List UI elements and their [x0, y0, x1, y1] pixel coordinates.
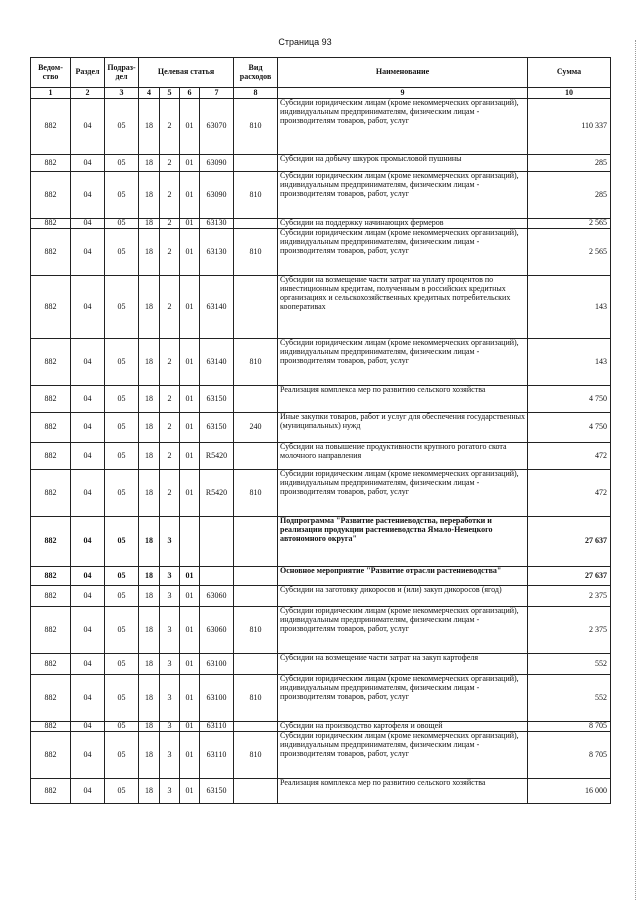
- expense-type-cell: 810: [234, 675, 278, 722]
- target-code-4-cell: [200, 517, 234, 567]
- razdel-cell: 04: [71, 172, 105, 219]
- target-code-3-cell: 01: [180, 229, 200, 276]
- amount-cell: 472: [528, 443, 611, 470]
- table-row: [31, 567, 611, 586]
- description-cell: Субсидии на поддержку начинающих фермеров: [278, 219, 528, 229]
- description-cell: Субсидии на возмещение части затрат на уплату процентов по инвестиционным кредитам, полученным в российских кредитных организациях и сельскохозяйственных кредитных потребительских кооперативах: [278, 276, 528, 339]
- razdel-cell: 04: [71, 276, 105, 339]
- target-code-3-cell: 01: [180, 654, 200, 675]
- target-code-2-cell: 2: [160, 99, 180, 155]
- target-code-3-cell: 01: [180, 339, 200, 386]
- description-cell: Иные закупки товаров, работ и услуг для обеспечения государственных (муниципальных) нужд: [278, 413, 528, 443]
- podrazdel-cell: 05: [105, 722, 139, 732]
- description-cell: Субсидии юридическим лицам (кроме некоммерческих организаций), индивидуальным предпринимателям, физическим лицам - производителям товаров, работ, услуг: [278, 99, 528, 155]
- expense-type-cell: [234, 517, 278, 567]
- description-cell: Субсидии юридическим лицам (кроме некоммерческих организаций), индивидуальным предпринимателям, физическим лицам - производителям товаров, работ, услуг: [278, 339, 528, 386]
- expense-type-cell: 810: [234, 172, 278, 219]
- amount-cell: 16 000: [528, 779, 611, 804]
- amount-cell: 143: [528, 339, 611, 386]
- amount-cell: 285: [528, 172, 611, 219]
- target-code-3-cell: 01: [180, 219, 200, 229]
- vedomstvo-cell: 882: [31, 607, 71, 654]
- podrazdel-cell: 05: [105, 443, 139, 470]
- target-code-3-cell: 01: [180, 99, 200, 155]
- expense-type-cell: [234, 443, 278, 470]
- description-cell: Субсидии юридическим лицам (кроме некоммерческих организаций), индивидуальным предпринимателям, физическим лицам - производителям товаров, работ, услуг: [278, 732, 528, 779]
- target-code-1-cell: 18: [139, 172, 160, 219]
- table-row: [31, 722, 611, 732]
- col-header-vid: Вид расходов: [234, 58, 278, 88]
- podrazdel-cell: 05: [105, 386, 139, 413]
- target-code-4-cell: 63150: [200, 386, 234, 413]
- razdel-cell: 04: [71, 155, 105, 172]
- target-code-1-cell: 18: [139, 607, 160, 654]
- table-row: [31, 172, 611, 219]
- table-row: [31, 99, 611, 155]
- amount-cell: 110 337: [528, 99, 611, 155]
- target-code-4-cell: 63150: [200, 779, 234, 804]
- description-cell: Субсидии на добычу шкурок промысловой пушнины: [278, 155, 528, 172]
- target-code-2-cell: 2: [160, 413, 180, 443]
- expense-type-cell: [234, 567, 278, 586]
- amount-cell: 552: [528, 675, 611, 722]
- target-code-4-cell: 63090: [200, 172, 234, 219]
- table-row: [31, 586, 611, 607]
- podrazdel-cell: 05: [105, 99, 139, 155]
- table-row: [31, 386, 611, 413]
- expense-type-cell: 810: [234, 470, 278, 517]
- page-edge-border: [633, 40, 636, 900]
- table-row: [31, 654, 611, 675]
- target-code-1-cell: 18: [139, 276, 160, 339]
- col-header-razdel: Раздел: [71, 58, 105, 88]
- target-code-1-cell: 18: [139, 654, 160, 675]
- target-code-1-cell: 18: [139, 443, 160, 470]
- description-cell: Субсидии на возмещение части затрат на закуп картофеля: [278, 654, 528, 675]
- target-code-2-cell: 3: [160, 567, 180, 586]
- description-cell: Реализация комплекса мер по развитию сельского хозяйства: [278, 386, 528, 413]
- target-code-4-cell: R5420: [200, 443, 234, 470]
- col-header-podrazdel: Подраз-дел: [105, 58, 139, 88]
- razdel-cell: 04: [71, 386, 105, 413]
- target-code-4-cell: 63130: [200, 219, 234, 229]
- vedomstvo-cell: 882: [31, 413, 71, 443]
- target-code-3-cell: 01: [180, 675, 200, 722]
- amount-cell: 8 705: [528, 722, 611, 732]
- amount-cell: 2 375: [528, 586, 611, 607]
- col-header-vedomstvo: Ведом-ство: [31, 58, 71, 88]
- table-row: [31, 413, 611, 443]
- target-code-1-cell: 18: [139, 675, 160, 722]
- column-number: 2: [71, 88, 105, 99]
- target-code-3-cell: 01: [180, 567, 200, 586]
- column-number: 7: [200, 88, 234, 99]
- razdel-cell: 04: [71, 413, 105, 443]
- vedomstvo-cell: 882: [31, 779, 71, 804]
- description-cell: Субсидии на производство картофеля и овощей: [278, 722, 528, 732]
- razdel-cell: 04: [71, 567, 105, 586]
- vedomstvo-cell: 882: [31, 675, 71, 722]
- target-code-3-cell: 01: [180, 172, 200, 219]
- amount-cell: 2 375: [528, 607, 611, 654]
- expense-type-cell: 810: [234, 339, 278, 386]
- target-code-1-cell: 18: [139, 722, 160, 732]
- target-code-3-cell: 01: [180, 586, 200, 607]
- column-number: 9: [278, 88, 528, 99]
- amount-cell: 285: [528, 155, 611, 172]
- expense-type-cell: 810: [234, 229, 278, 276]
- vedomstvo-cell: 882: [31, 99, 71, 155]
- podrazdel-cell: 05: [105, 567, 139, 586]
- target-code-1-cell: 18: [139, 386, 160, 413]
- podrazdel-cell: 05: [105, 675, 139, 722]
- col-header-celevaya: Целевая статья: [139, 58, 234, 88]
- expense-type-cell: 240: [234, 413, 278, 443]
- table-row: [31, 732, 611, 779]
- column-number: 3: [105, 88, 139, 99]
- podrazdel-cell: 05: [105, 229, 139, 276]
- amount-cell: 472: [528, 470, 611, 517]
- vedomstvo-cell: 882: [31, 339, 71, 386]
- podrazdel-cell: 05: [105, 155, 139, 172]
- target-code-1-cell: 18: [139, 517, 160, 567]
- vedomstvo-cell: 882: [31, 219, 71, 229]
- column-number: 5: [160, 88, 180, 99]
- target-code-1-cell: 18: [139, 586, 160, 607]
- target-code-3-cell: 01: [180, 443, 200, 470]
- razdel-cell: 04: [71, 229, 105, 276]
- target-code-4-cell: 63140: [200, 276, 234, 339]
- target-code-4-cell: 63110: [200, 722, 234, 732]
- podrazdel-cell: 05: [105, 219, 139, 229]
- podrazdel-cell: 05: [105, 732, 139, 779]
- description-cell: Субсидии юридическим лицам (кроме некоммерческих организаций), индивидуальным предпринимателям, физическим лицам - производителям товаров, работ, услуг: [278, 675, 528, 722]
- target-code-4-cell: 63070: [200, 99, 234, 155]
- description-cell: Реализация комплекса мер по развитию сельского хозяйства: [278, 779, 528, 804]
- table-row: [31, 517, 611, 567]
- razdel-cell: 04: [71, 219, 105, 229]
- target-code-2-cell: 3: [160, 779, 180, 804]
- target-code-2-cell: 2: [160, 276, 180, 339]
- vedomstvo-cell: 882: [31, 443, 71, 470]
- razdel-cell: 04: [71, 443, 105, 470]
- target-code-1-cell: 18: [139, 219, 160, 229]
- target-code-2-cell: 2: [160, 219, 180, 229]
- col-header-naimenovanie: Наименование: [278, 58, 528, 88]
- table-row: [31, 470, 611, 517]
- amount-cell: 8 705: [528, 732, 611, 779]
- target-code-1-cell: 18: [139, 339, 160, 386]
- table-row: [31, 155, 611, 172]
- target-code-3-cell: [180, 517, 200, 567]
- expense-type-cell: [234, 654, 278, 675]
- target-code-4-cell: 63130: [200, 229, 234, 276]
- podrazdel-cell: 05: [105, 654, 139, 675]
- vedomstvo-cell: 882: [31, 386, 71, 413]
- vedomstvo-cell: 882: [31, 172, 71, 219]
- razdel-cell: 04: [71, 732, 105, 779]
- description-cell: Субсидии юридическим лицам (кроме некоммерческих организаций), индивидуальным предпринимателям, физическим лицам - производителям товаров, работ, услуг: [278, 172, 528, 219]
- target-code-4-cell: 63090: [200, 155, 234, 172]
- podrazdel-cell: 05: [105, 586, 139, 607]
- razdel-cell: 04: [71, 99, 105, 155]
- target-code-1-cell: 18: [139, 470, 160, 517]
- target-code-2-cell: 2: [160, 443, 180, 470]
- podrazdel-cell: 05: [105, 413, 139, 443]
- description-cell: Подпрограмма "Развитие растениеводства, переработки и реализации продукции растениеводства Ямало-Ненецкого автономного округа": [278, 517, 528, 567]
- amount-cell: 4 750: [528, 413, 611, 443]
- vedomstvo-cell: 882: [31, 155, 71, 172]
- description-cell: Субсидии на заготовку дикоросов и (или) закуп дикоросов (ягод): [278, 586, 528, 607]
- razdel-cell: 04: [71, 586, 105, 607]
- budget-table: [30, 57, 611, 804]
- column-number: 10: [528, 88, 611, 99]
- amount-cell: 143: [528, 276, 611, 339]
- vedomstvo-cell: 882: [31, 276, 71, 339]
- target-code-4-cell: 63060: [200, 586, 234, 607]
- target-code-4-cell: 63100: [200, 654, 234, 675]
- target-code-4-cell: 63110: [200, 732, 234, 779]
- target-code-1-cell: 18: [139, 155, 160, 172]
- vedomstvo-cell: 882: [31, 229, 71, 276]
- expense-type-cell: [234, 779, 278, 804]
- razdel-cell: 04: [71, 779, 105, 804]
- target-code-2-cell: 3: [160, 732, 180, 779]
- target-code-3-cell: 01: [180, 155, 200, 172]
- col-header-summa: Сумма: [528, 58, 611, 88]
- vedomstvo-cell: 882: [31, 567, 71, 586]
- table-row: [31, 229, 611, 276]
- target-code-3-cell: 01: [180, 732, 200, 779]
- expense-type-cell: 810: [234, 607, 278, 654]
- column-number: 1: [31, 88, 71, 99]
- table-row: [31, 607, 611, 654]
- column-number: 8: [234, 88, 278, 99]
- target-code-4-cell: 63060: [200, 607, 234, 654]
- target-code-3-cell: 01: [180, 607, 200, 654]
- expense-type-cell: 810: [234, 99, 278, 155]
- table-row: [31, 276, 611, 339]
- vedomstvo-cell: 882: [31, 586, 71, 607]
- table-row: [31, 779, 611, 804]
- razdel-cell: 04: [71, 675, 105, 722]
- table-row: [31, 219, 611, 229]
- target-code-3-cell: 01: [180, 470, 200, 517]
- target-code-1-cell: 18: [139, 779, 160, 804]
- podrazdel-cell: 05: [105, 276, 139, 339]
- podrazdel-cell: 05: [105, 470, 139, 517]
- target-code-2-cell: 2: [160, 386, 180, 413]
- expense-type-cell: [234, 219, 278, 229]
- target-code-2-cell: 3: [160, 654, 180, 675]
- podrazdel-cell: 05: [105, 607, 139, 654]
- description-cell: Субсидии юридическим лицам (кроме некоммерческих организаций), индивидуальным предпринимателям, физическим лицам - производителям товаров, работ, услуг: [278, 607, 528, 654]
- target-code-1-cell: 18: [139, 413, 160, 443]
- table-row: [31, 675, 611, 722]
- razdel-cell: 04: [71, 607, 105, 654]
- target-code-2-cell: 2: [160, 172, 180, 219]
- target-code-4-cell: 63150: [200, 413, 234, 443]
- target-code-3-cell: 01: [180, 779, 200, 804]
- expense-type-cell: [234, 276, 278, 339]
- table-body: [31, 99, 611, 804]
- podrazdel-cell: 05: [105, 172, 139, 219]
- target-code-4-cell: 63140: [200, 339, 234, 386]
- column-number: 4: [139, 88, 160, 99]
- amount-cell: 2 565: [528, 219, 611, 229]
- vedomstvo-cell: 882: [31, 517, 71, 567]
- target-code-2-cell: 3: [160, 607, 180, 654]
- target-code-2-cell: 2: [160, 339, 180, 386]
- razdel-cell: 04: [71, 654, 105, 675]
- description-cell: Субсидии юридическим лицам (кроме некоммерческих организаций), индивидуальным предпринимателям, физическим лицам - производителям товаров, работ, услуг: [278, 229, 528, 276]
- razdel-cell: 04: [71, 517, 105, 567]
- target-code-4-cell: R5420: [200, 470, 234, 517]
- target-code-2-cell: 2: [160, 155, 180, 172]
- target-code-1-cell: 18: [139, 567, 160, 586]
- podrazdel-cell: 05: [105, 779, 139, 804]
- target-code-2-cell: 3: [160, 675, 180, 722]
- expense-type-cell: [234, 722, 278, 732]
- target-code-4-cell: 63100: [200, 675, 234, 722]
- target-code-1-cell: 18: [139, 99, 160, 155]
- vedomstvo-cell: 882: [31, 654, 71, 675]
- amount-cell: 27 637: [528, 517, 611, 567]
- column-number-row: [31, 88, 611, 99]
- table-row: [31, 339, 611, 386]
- description-cell: Субсидии на повышение продуктивности крупного рогатого скота молочного направления: [278, 443, 528, 470]
- expense-type-cell: [234, 586, 278, 607]
- description-cell: Субсидии юридическим лицам (кроме некоммерческих организаций), индивидуальным предпринимателям, физическим лицам - производителям товаров, работ, услуг: [278, 470, 528, 517]
- target-code-4-cell: [200, 567, 234, 586]
- razdel-cell: 04: [71, 470, 105, 517]
- target-code-3-cell: 01: [180, 722, 200, 732]
- header-row: [31, 58, 611, 88]
- amount-cell: 2 565: [528, 229, 611, 276]
- target-code-2-cell: 2: [160, 229, 180, 276]
- expense-type-cell: [234, 155, 278, 172]
- razdel-cell: 04: [71, 722, 105, 732]
- target-code-2-cell: 3: [160, 517, 180, 567]
- target-code-2-cell: 3: [160, 586, 180, 607]
- target-code-3-cell: 01: [180, 386, 200, 413]
- amount-cell: 27 637: [528, 567, 611, 586]
- target-code-3-cell: 01: [180, 413, 200, 443]
- amount-cell: 552: [528, 654, 611, 675]
- target-code-2-cell: 3: [160, 722, 180, 732]
- podrazdel-cell: 05: [105, 339, 139, 386]
- vedomstvo-cell: 882: [31, 732, 71, 779]
- target-code-1-cell: 18: [139, 229, 160, 276]
- vedomstvo-cell: 882: [31, 470, 71, 517]
- razdel-cell: 04: [71, 339, 105, 386]
- amount-cell: 4 750: [528, 386, 611, 413]
- description-cell: Основное мероприятие "Развитие отрасли растениеводства": [278, 567, 528, 586]
- vedomstvo-cell: 882: [31, 722, 71, 732]
- target-code-3-cell: 01: [180, 276, 200, 339]
- table-row: [31, 443, 611, 470]
- podrazdel-cell: 05: [105, 517, 139, 567]
- expense-type-cell: [234, 386, 278, 413]
- column-number: 6: [180, 88, 200, 99]
- expense-type-cell: 810: [234, 732, 278, 779]
- page-header: Страница 93: [278, 37, 332, 47]
- target-code-1-cell: 18: [139, 732, 160, 779]
- target-code-2-cell: 2: [160, 470, 180, 517]
